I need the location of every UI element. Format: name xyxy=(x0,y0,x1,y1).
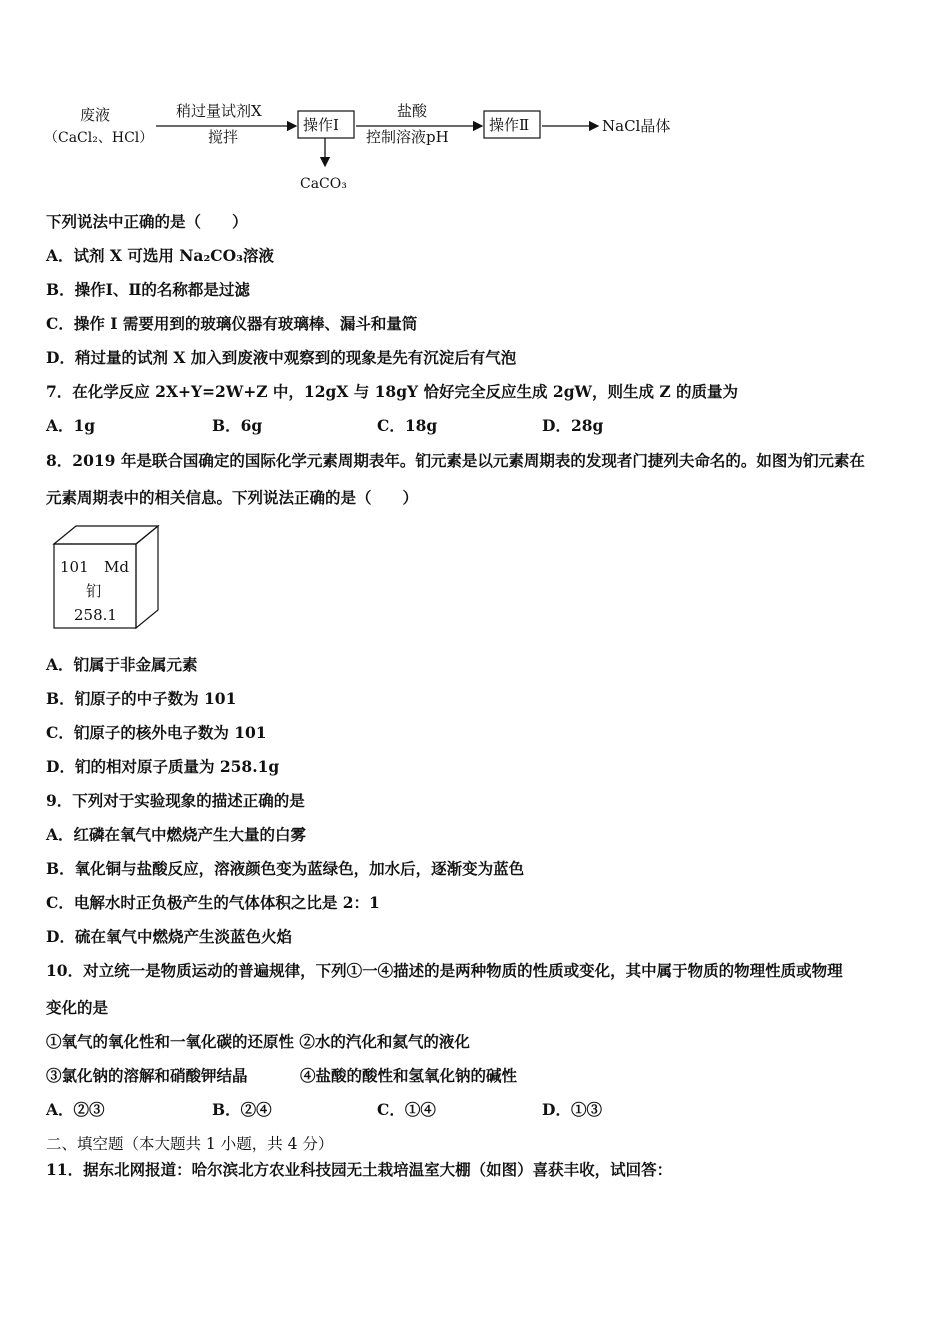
q6-option-d: D．稍过量的试剂 X 加入到废液中观察到的现象是先有沉淀后有气泡 xyxy=(46,348,517,367)
q10-option-b: B．②④ xyxy=(212,1100,272,1119)
q10-option-d: D．①③ xyxy=(542,1100,602,1119)
q8-stem-line1: 8．2019 年是联合国确定的国际化学元素周期表年。钔元素是以元素周期表的发现者门捷列夫命名的。如图为钔元素在 xyxy=(46,451,865,470)
q6-option-b: B．操作Ⅰ、Ⅱ的名称都是过滤 xyxy=(46,280,250,299)
q10-item-4: ④盐酸的酸性和氢氧化钠的碱性 xyxy=(300,1066,518,1085)
q8-option-a: A．钔属于非金属元素 xyxy=(46,655,198,674)
q10-item-3: ③氯化钠的溶解和硝酸钾结晶 xyxy=(46,1066,248,1085)
process-flowchart xyxy=(0,0,950,200)
q7-options xyxy=(46,414,746,434)
q7-option-d: D．28g xyxy=(542,416,604,435)
q6-option-a: A．试剂 X 可选用 Na₂CO₃溶液 xyxy=(46,246,274,265)
section-2-heading: 二、填空题（本大题共 1 小题，共 4 分） xyxy=(46,1135,334,1153)
precipitate-label: CaCO₃ xyxy=(300,176,347,192)
operation-2-label: 操作Ⅱ xyxy=(489,116,530,134)
q7-option-b: B．6g xyxy=(212,416,263,435)
q9-option-b: B．氧化铜与盐酸反应，溶液颜色变为蓝绿色，加水后，逐渐变为蓝色 xyxy=(46,859,525,878)
element-number: 101 xyxy=(60,558,89,576)
q6-option-c: C．操作 I 需要用到的玻璃仪器有玻璃棒、漏斗和量筒 xyxy=(46,314,418,333)
element-tile xyxy=(44,522,174,634)
operation-1-label: 操作Ⅰ xyxy=(303,116,339,134)
element-name: 钔 xyxy=(86,582,102,600)
arrow1-top-label: 稍过量试剂X xyxy=(176,102,262,120)
q9-option-a: A．红磷在氧气中燃烧产生大量的白雾 xyxy=(46,825,307,844)
element-symbol: Md xyxy=(104,558,129,576)
q10-option-a: A．②③ xyxy=(46,1100,105,1119)
waste-label: 废液 xyxy=(80,106,111,124)
q10-options xyxy=(46,1098,746,1118)
q6-stem: 下列说法中正确的是（ ） xyxy=(46,212,248,231)
q10-stem-line2: 变化的是 xyxy=(46,998,109,1017)
q9-stem: 9．下列对于实验现象的描述正确的是 xyxy=(46,791,305,810)
q7-stem: 7．在化学反应 2X+Y=2W+Z 中，12gX 与 18gY 恰好完全反应生成 2gW，则生成 Z 的质量为 xyxy=(46,382,739,401)
q8-stem-line2: 元素周期表中的相关信息。下列说法正确的是（ ） xyxy=(46,488,419,507)
q7-option-c: C．18g xyxy=(377,416,438,435)
element-mass: 258.1 xyxy=(74,606,117,624)
arrow2-bottom-label: 控制溶液pH xyxy=(366,128,449,146)
q10-items-line1: ①氧气的氧化性和一氧化碳的还原性 ②水的汽化和氦气的液化 xyxy=(46,1032,470,1051)
q10-items-line2 xyxy=(46,1064,746,1084)
q8-option-c: C．钔原子的核外电子数为 101 xyxy=(46,723,267,742)
q9-option-d: D．硫在氧气中燃烧产生淡蓝色火焰 xyxy=(46,927,292,946)
arrow2-top-label: 盐酸 xyxy=(397,102,428,120)
q8-option-d: D．钔的相对原子质量为 258.1g xyxy=(46,757,280,776)
q9-option-c: C．电解水时正负极产生的气体体积之比是 2：1 xyxy=(46,893,380,912)
q10-stem-line1: 10．对立统一是物质运动的普遍规律，下列①一④描述的是两种物质的性质或变化，其中属于物质的物理性质或物理 xyxy=(46,961,843,980)
q10-option-c: C．①④ xyxy=(377,1100,436,1119)
waste-formula: （CaCl₂、HCl） xyxy=(44,130,154,146)
q7-option-a: A．1g xyxy=(46,416,96,435)
product-label: NaCl晶体 xyxy=(602,117,671,135)
q11-stem: 11．据东北网报道：哈尔滨北方农业科技园无土栽培温室大棚（如图）喜获丰收，试回答： xyxy=(46,1160,673,1179)
arrow1-bottom-label: 搅拌 xyxy=(208,128,239,146)
q8-option-b: B．钔原子的中子数为 101 xyxy=(46,689,237,708)
